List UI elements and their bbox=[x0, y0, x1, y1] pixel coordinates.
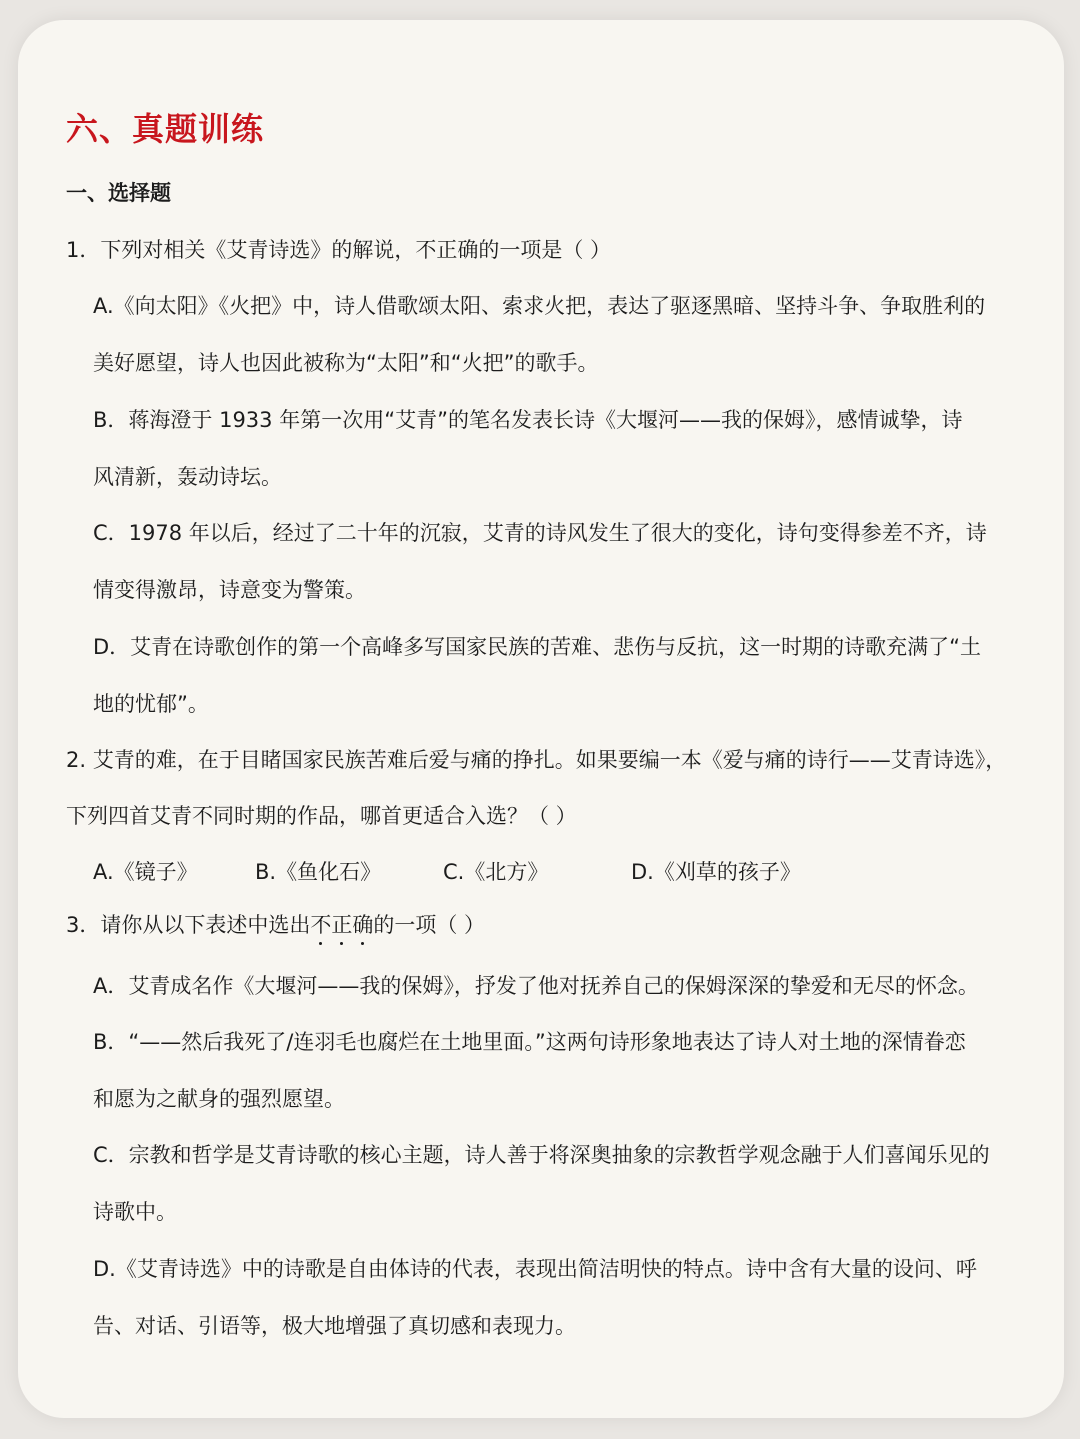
q1-option-d-line2: 地的忧郁”。 bbox=[93, 692, 209, 716]
q3-option-b-line2: 和愿为之献身的强烈愿望。 bbox=[93, 1087, 345, 1111]
q2-stem-line2: 下列四首艾青不同时期的作品，哪首更适合入选？（ ） bbox=[66, 804, 577, 828]
q1-option-a-line1: A.《向太阳》《火把》中，诗人借歌颂太阳、索求火把，表达了驱逐黑暗、坚持斗争、争取胜利的 bbox=[93, 294, 986, 318]
q3-option-a-line1: A．艾青成名作《大堰河——我的保姆》，抒发了他对抚养自己的保姆深深的挚爱和无尽的怀念。 bbox=[93, 974, 979, 998]
q2-option-b: B.《鱼化石》 bbox=[255, 860, 382, 884]
q3-stem bbox=[66, 910, 485, 940]
q3-stem-emphasis-3: 确 bbox=[352, 910, 373, 940]
q3-option-c-line2: 诗歌中。 bbox=[93, 1200, 177, 1224]
q3-stem-emphasis-2: 正 bbox=[331, 910, 352, 940]
q1-option-b-line2: 风清新，轰动诗坛。 bbox=[93, 465, 282, 489]
q1-option-a-line2: 美好愿望，诗人也因此被称为“太阳”和“火把”的歌手。 bbox=[93, 351, 599, 375]
q3-option-d-line1: D.《艾青诗选》中的诗歌是自由体诗的代表，表现出简洁明快的特点。诗中含有大量的设问、呼 bbox=[93, 1257, 977, 1281]
q2-option-d: D.《刈草的孩子》 bbox=[631, 860, 801, 884]
q3-option-b-line1: B．“——然后我死了/连羽毛也腐烂在土地里面。”这两句诗形象地表达了诗人对土地的深情眷恋 bbox=[93, 1030, 966, 1054]
q2-option-a: A.《镜子》 bbox=[93, 860, 198, 884]
page-title: 六、真题训练 bbox=[66, 110, 265, 148]
q3-stem-before: 3．请你从以下表述中选出 bbox=[66, 913, 311, 937]
q3-stem-emphasis-1: 不 bbox=[310, 910, 331, 940]
q1-option-b-line1: B．蒋海澄于 1933 年第一次用“艾青”的笔名发表长诗《大堰河——我的保姆》，感情诚挚，诗 bbox=[93, 408, 963, 432]
q1-option-c-line2: 情变得激昂，诗意变为警策。 bbox=[93, 578, 366, 602]
q3-option-c-line1: C．宗教和哲学是艾青诗歌的核心主题，诗人善于将深奥抽象的宗教哲学观念融于人们喜闻乐见的 bbox=[93, 1143, 990, 1167]
q1-stem: 1．下列对相关《艾青诗选》的解说，不正确的一项是（ ） bbox=[66, 238, 612, 262]
q3-option-d-line2: 告、对话、引语等，极大地增强了真切感和表现力。 bbox=[93, 1314, 576, 1338]
q3-stem-after: 的一项（ ） bbox=[373, 913, 486, 937]
q2-stem-line1: 2. 艾青的难，在于目睹国家民族苦难后爱与痛的挣扎。如果要编一本《爱与痛的诗行——艾青诗选》， bbox=[66, 748, 1007, 772]
q2-option-c: C.《北方》 bbox=[443, 860, 549, 884]
section-heading: 一、选择题 bbox=[66, 181, 171, 205]
q1-option-c-line1: C．1978 年以后，经过了二十年的沉寂，艾青的诗风发生了很大的变化，诗句变得参差不齐，诗 bbox=[93, 521, 987, 545]
q1-option-d-line1: D．艾青在诗歌创作的第一个高峰多写国家民族的苦难、悲伤与反抗，这一时期的诗歌充满了“土 bbox=[93, 635, 982, 659]
